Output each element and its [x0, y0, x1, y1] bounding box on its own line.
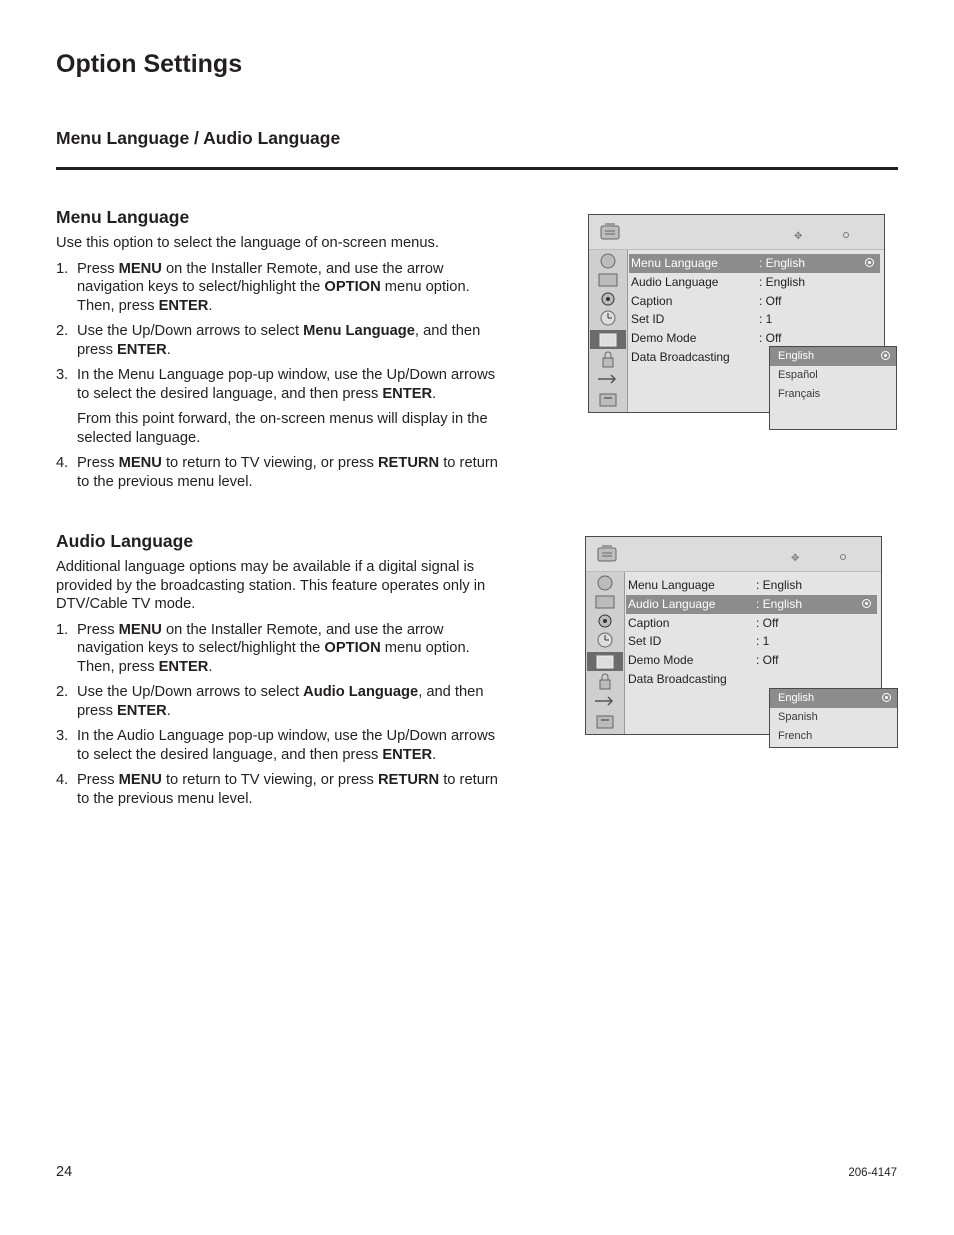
picture-icon	[595, 271, 621, 290]
step-item: 3. In the Audio Language pop-up window, use the Up/Down arrows to select the desired language, and then press ENTER.	[56, 728, 496, 763]
option-menu-icon	[599, 221, 621, 241]
osd-header	[589, 215, 884, 250]
step-item: 2. Use the Up/Down arrows to select Menu Language, and then press ENTER.	[56, 323, 481, 358]
menu-language-intro: Use this option to select the language of on-screen menus.	[56, 235, 439, 251]
popup-option-english[interactable]: English	[770, 689, 897, 708]
setup-icon	[595, 252, 621, 271]
navigate-icon: ✥	[791, 553, 800, 564]
menu-key: MENU	[118, 260, 162, 277]
audio-language-steps	[56, 621, 501, 809]
return-key: RETURN	[377, 455, 440, 471]
step-note: From this point forward, the on-screen menus will display in the selected language.	[77, 411, 488, 446]
audio-language-heading: Audio Language	[56, 531, 194, 551]
osd-option-list	[626, 576, 877, 689]
menu-language-section	[56, 206, 501, 498]
return-key: RETURN	[377, 772, 440, 788]
popup-option-spanish[interactable]: Spanish	[778, 710, 818, 723]
audio-language-term: Audio Language	[303, 684, 419, 700]
picture-icon	[592, 593, 618, 612]
enter-key: ENTER	[382, 746, 433, 763]
osd-category-sidebar	[589, 250, 628, 412]
audio-icon	[595, 290, 621, 309]
step-item: 3. In the Menu Language pop-up window, use the Up/Down arrows to select the desired language, and then press ENTER. From this point forward, the on-screen menus will display in the selected language.	[56, 366, 501, 447]
step-item: 4. Press MENU to return to TV viewing, or press RETURN to return to the previous menu level.	[56, 772, 498, 807]
osd-row-data-broadcasting[interactable]: Data Broadcasting	[631, 349, 730, 364]
step-number: 2.	[56, 323, 69, 339]
osd-row-set-id[interactable]: Set ID : 1	[628, 634, 770, 649]
option-icon	[592, 652, 618, 671]
osd-category-sidebar	[586, 572, 625, 734]
step-item: 1. Press MENU on the Installer Remote, and use the arrow navigation keys to select/highlight the OPTION menu option. Then, press ENTER.	[56, 621, 470, 675]
popup-option-espanol[interactable]: Español	[778, 368, 818, 381]
selected-radio-icon	[865, 258, 874, 267]
input-icon	[592, 692, 618, 711]
osd-row-audio-language[interactable]: Audio Language : English	[631, 274, 806, 289]
step-number: 2.	[56, 684, 69, 700]
audio-language-section	[56, 530, 501, 815]
section-divider	[56, 167, 898, 170]
audio-language-intro: Additional language options may be available if a digital signal is provided by the broadcasting station. This feature operates only in DTV/Cable TV mode.	[56, 559, 486, 612]
osd-row-set-id[interactable]: Set ID : 1	[631, 312, 773, 327]
step-number: 4.	[56, 455, 69, 471]
usb-icon	[592, 712, 618, 731]
osd-row-caption[interactable]: Caption : Off	[628, 615, 779, 630]
step-item: 2. Use the Up/Down arrows to select Audio Language, and then press ENTER.	[56, 684, 484, 719]
popup-option-french[interactable]: French	[778, 729, 813, 742]
lock-icon	[595, 350, 621, 369]
option-icon	[595, 330, 621, 349]
option-menu-icon	[596, 543, 618, 563]
step-number: 1.	[56, 621, 69, 638]
option-key: OPTION	[324, 640, 381, 656]
menu-language-heading: Menu Language	[56, 207, 190, 227]
enter-key: ENTER	[382, 385, 433, 402]
osd-row-caption[interactable]: Caption : Off	[631, 293, 782, 308]
ok-icon	[840, 554, 846, 560]
menu-key: MENU	[118, 455, 162, 471]
step-item: 1. Press MENU on the Installer Remote, and use the arrow navigation keys to select/highlight the OPTION menu option. Then, press ENTER.	[56, 260, 470, 314]
audio-language-popup	[769, 688, 898, 748]
setup-icon	[592, 574, 618, 593]
popup-option-francais[interactable]: Français	[778, 387, 821, 400]
option-key: OPTION	[324, 279, 381, 295]
time-icon	[595, 309, 621, 328]
osd-row-data-broadcasting[interactable]: Data Broadcasting	[628, 671, 727, 686]
page-title: Option Settings	[56, 50, 243, 78]
menu-language-term: Menu Language	[303, 323, 415, 339]
enter-key: ENTER	[117, 702, 167, 719]
step-item: 4. Press MENU to return to TV viewing, or press RETURN to return to the previous menu level.	[56, 455, 498, 490]
step-number: 4.	[56, 772, 69, 788]
osd-row-demo-mode[interactable]: Demo Mode : Off	[631, 331, 782, 346]
osd-row-menu-language[interactable]: Menu Language : English	[628, 578, 803, 592]
section-title: Menu Language / Audio Language	[56, 128, 341, 148]
time-icon	[592, 631, 618, 650]
osd-row-demo-mode[interactable]: Demo Mode : Off	[628, 653, 779, 668]
popup-option-english[interactable]: English	[770, 347, 896, 366]
selected-radio-icon	[881, 351, 890, 360]
step-number: 3.	[56, 728, 69, 744]
navigate-icon: ✥	[794, 231, 803, 242]
enter-key: ENTER	[158, 297, 209, 314]
enter-key: ENTER	[117, 341, 167, 358]
audio-icon	[592, 612, 618, 631]
osd-header	[586, 537, 881, 572]
page-number: 24	[56, 1164, 73, 1180]
selected-radio-icon	[882, 693, 891, 702]
usb-icon	[595, 390, 621, 409]
selected-radio-icon	[862, 599, 871, 608]
menu-language-steps	[56, 260, 501, 492]
menu-language-popup	[769, 346, 897, 430]
menu-key: MENU	[118, 772, 162, 788]
ok-icon	[843, 232, 849, 238]
enter-key: ENTER	[158, 658, 209, 675]
document-number: 206-4147	[848, 1167, 897, 1179]
osd-row-menu-language[interactable]: Menu Language : English	[629, 254, 880, 273]
step-number: 3.	[56, 367, 69, 383]
step-number: 1.	[56, 260, 69, 277]
lock-icon	[592, 672, 618, 691]
osd-row-audio-language[interactable]: Audio Language : English	[626, 595, 877, 614]
input-icon	[595, 370, 621, 389]
menu-key: MENU	[118, 621, 162, 638]
